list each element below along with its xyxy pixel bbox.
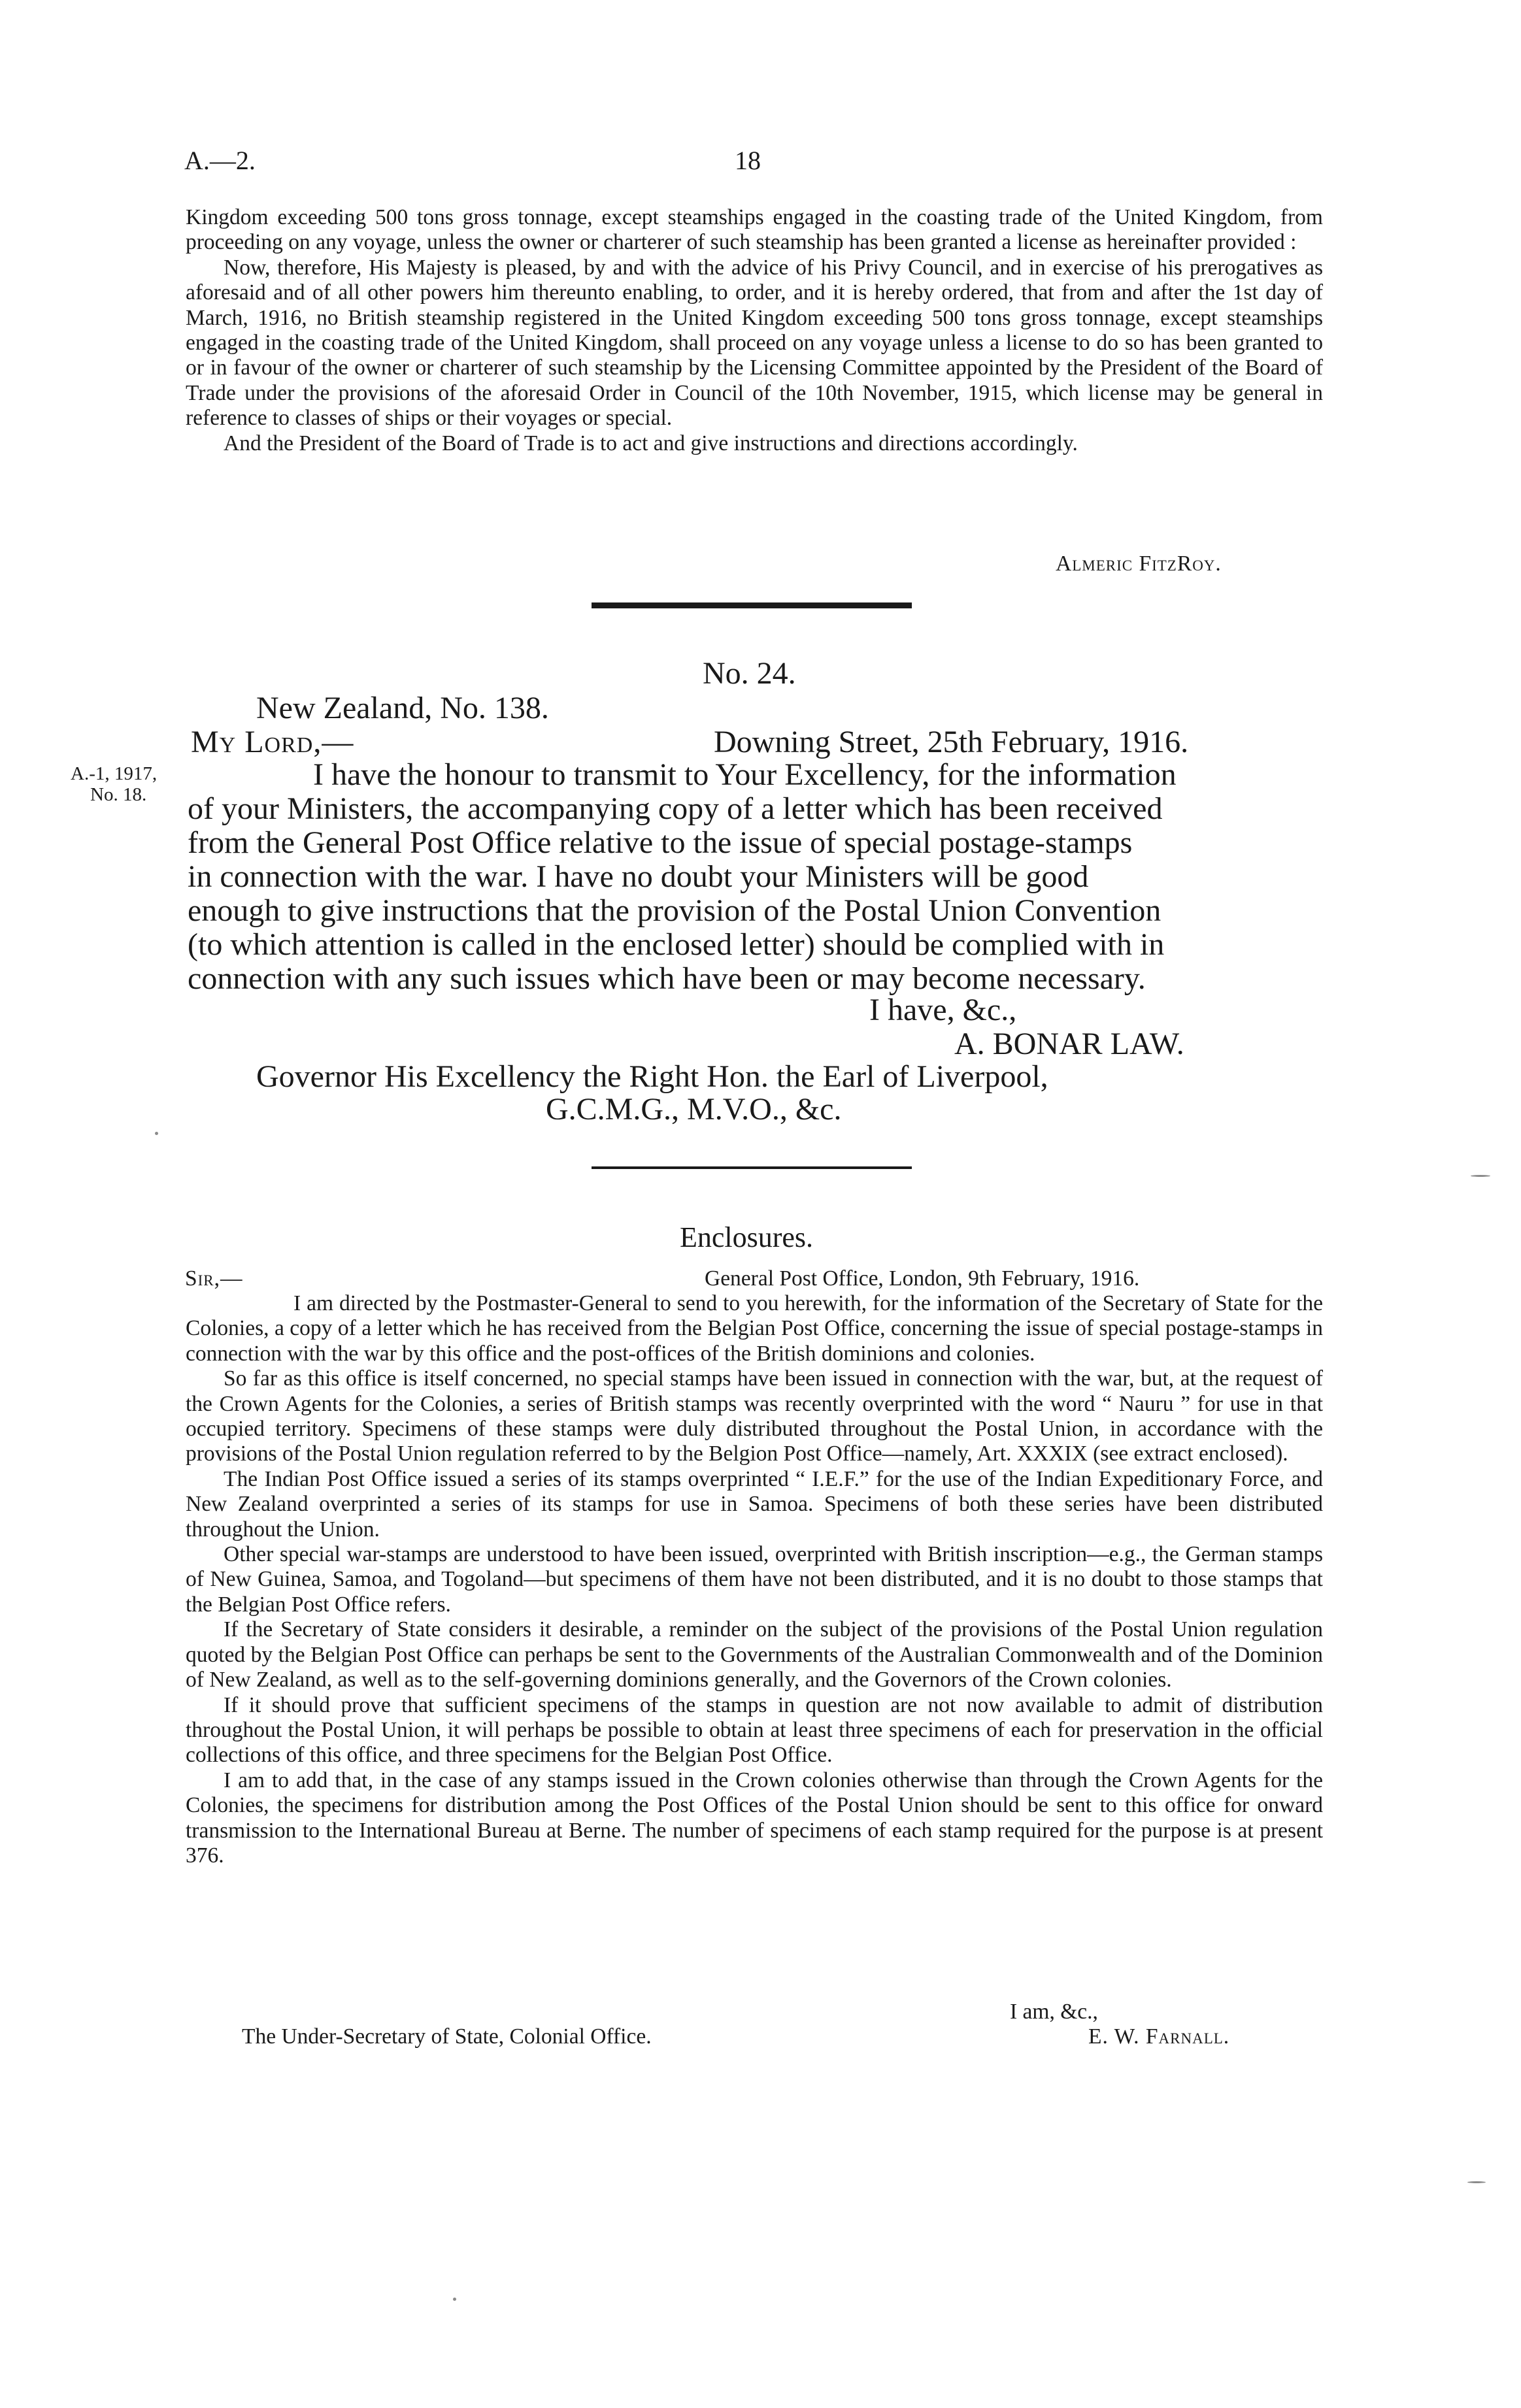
- enclosure-place-date: General Post Office, London, 9th February, 1916.: [705, 1266, 1140, 1291]
- margin-reference: [71, 763, 157, 805]
- letter-signature: A. BONAR LAW.: [954, 1027, 1184, 1061]
- enclosure-paragraph: I am to add that, in the case of any stamps issued in the Crown colonies otherwise than through the Crown Agents for the Colonies, the specimens for distribution among the Post Offices of the Postal Union should be sent to this office for onward transmission to the International Bureau at Berne. The number of specimens of each stamp required for the purpose is at present 376.: [186, 1768, 1323, 1868]
- colony-reference: New Zealand, No. 138.: [256, 691, 549, 725]
- letter-number: No. 24.: [703, 656, 796, 691]
- scan-speck: [1471, 1175, 1490, 1177]
- letter-line: in connection with the war. I have no doubt your Ministers will be good: [188, 859, 1089, 894]
- letter-addressee: Governor His Excellency the Right Hon. the Earl of Liverpool,: [256, 1059, 1048, 1094]
- scan-speck: [155, 1132, 158, 1135]
- enclosures-heading: Enclosures.: [680, 1221, 814, 1253]
- scan-speck: [453, 2298, 456, 2301]
- enclosure-paragraph: So far as this office is itself concerned, no special stamps have been issued in connection with the war, but, at the request of the Crown Agents for the Colonies, a series of British stamps was recently overprinted with the word “ Nauru ” for use in that occupied territory. Specimens of these stamps were duly distributed throughout the Postal Union, in accordance with the provisions of the Postal Union regulation referred to by the Belgion Post Office—namely, Art. XXXIX (see extract enclosed).: [186, 1366, 1323, 1466]
- margin-reference-line: No. 18.: [90, 784, 147, 805]
- letter-line: enough to give instructions that the provision of the Postal Union Convention: [188, 893, 1162, 928]
- letter-place-date: Downing Street, 25th February, 1916.: [714, 725, 1189, 759]
- document-reference: A.—2.: [184, 146, 256, 175]
- letter-addressee-honours: G.C.M.G., M.V.O., &c.: [546, 1092, 842, 1127]
- enclosure-paragraph: The Indian Post Office issued a series of its stamps overprinted “ I.E.F.” for the use of the Indian Expeditionary Force, and New Zealand overprinted a series of its stamps for use in Samoa. Specimens of both these series have been distributed throughout the Union.: [186, 1466, 1323, 1542]
- section-divider: [592, 602, 912, 608]
- order-continued: [186, 205, 1323, 456]
- letter-line: connection with any such issues which have been or may become necessary.: [188, 961, 1146, 996]
- order-paragraph: Now, therefore, His Majesty is pleased, by and with the advice of his Privy Council, and in exercise of his prerogatives as aforesaid and of all other powers him thereunto enabling, to order, and it is hereby ordered, that from and after the 1st day of March, 1916, no British steamship registered in the United Kingdom exceeding 500 tons gross tonnage, except steamships engaged in the coasting trade of the United Kingdom, shall proceed on any voyage unless a license to do so has been granted to or in favour of the owner or charterer of such steamship by the Licensing Committee appointed by the President of the Board of Trade under the provisions of the aforesaid Order in Council of the 10th November, 1915, which license may be general in reference to classes of ships or their voyages or special.: [186, 255, 1323, 431]
- letter-closing: I have, &c.,: [869, 993, 1017, 1027]
- letter-body: [188, 758, 1325, 996]
- letter-line: from the General Post Office relative to the issue of special postage-stamps: [188, 825, 1133, 860]
- page-number: 18: [735, 146, 761, 175]
- scan-speck: [1467, 2181, 1486, 2183]
- letter-salutation: My Lord,—: [191, 725, 354, 759]
- enclosure-closing: I am, &c.,: [1010, 2000, 1098, 2024]
- enclosure-addressee: The Under-Secretary of State, Colonial Office.: [242, 2024, 652, 2049]
- enclosure-paragraph: If it should prove that sufficient specimens of the stamps in question are not now available to admit of distribution throughout the Postal Union, it will perhaps be possible to obtain at least three specimens of each for preservation in the official collections of this office, and three specimens for the Belgian Post Office.: [186, 1692, 1323, 1768]
- margin-reference-line: A.-1, 1917,: [71, 763, 158, 784]
- order-paragraph: And the President of the Board of Trade is to act and give instructions and directions accordingly.: [224, 431, 1078, 455]
- enclosure-salutation: Sir,—: [185, 1266, 243, 1291]
- letter-line: of your Ministers, the accompanying copy of a letter which has been received: [188, 791, 1163, 826]
- order-signature: Almeric FitzRoy.: [1056, 552, 1222, 576]
- enclosure-signature: E. W. Farnall.: [1088, 2024, 1230, 2049]
- enclosure-paragraph: I am directed by the Postmaster-General to send to you herewith, for the information of the Secretary of State for the Colonies, a copy of a letter which he has received from the Belgian Post Office, concerning the issue of special postage-stamps in connection with the war by this office and the post-offices of the British dominions and colonies.: [186, 1291, 1323, 1366]
- letter-line: (to which attention is called in the enclosed letter) should be complied with in: [188, 927, 1165, 962]
- enclosure-body: [186, 1291, 1323, 1868]
- enclosure-paragraph: If the Secretary of State considers it desirable, a reminder on the subject of the provisions of the Postal Union regulation quoted by the Belgian Post Office can perhaps be sent to the Governments of the Australian Commonwealth and of the Dominion of New Zealand, as well as to the self-governing dominions generally, and the Governors of the Crown colonies.: [186, 1617, 1323, 1692]
- order-paragraph: Kingdom exceeding 500 tons gross tonnage, except steamships engaged in the coasting trade of the United Kingdom, from proceeding on any voyage, unless the owner or charterer of such steamship has been granted a license as hereinafter provided :: [186, 205, 1323, 255]
- enclosure-paragraph: Other special war-stamps are understood to have been issued, overprinted with British inscription—e.g., the German stamps of New Guinea, Samoa, and Togoland—but specimens of them have not been distributed, and it is no doubt to those stamps that the Belgian Post Office refers.: [186, 1542, 1323, 1617]
- letter-line: I have the honour to transmit to Your Excellency, for the information: [313, 757, 1177, 792]
- section-divider: [592, 1166, 912, 1169]
